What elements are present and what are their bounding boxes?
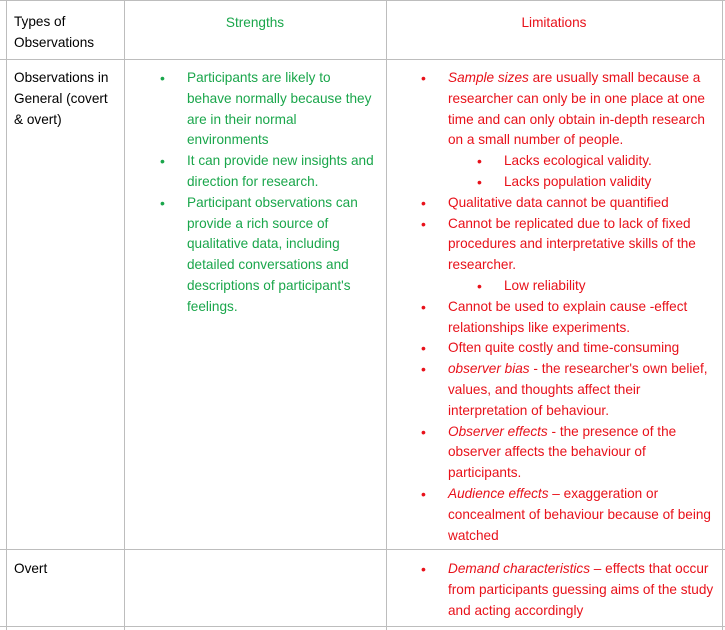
overt-limitations-list — [448, 559, 720, 621]
limitation-term: Demand characteristics — [448, 561, 591, 576]
header-types: Types of Observations — [14, 14, 95, 50]
row-label-general: Observations in General (covert & overt) — [14, 70, 109, 127]
limitation-text: - the researcher's own belief, values, and thoughts affect their interpretation of behaviour. — [448, 361, 708, 418]
table-border-right — [722, 0, 723, 630]
limitation-item — [448, 559, 720, 621]
limitation-text: – exaggeration or concealment of behaviour because of being watched — [448, 485, 711, 543]
table-border-bottom — [0, 626, 725, 627]
limitation-text: - the presence of the observer affects the behaviour of participants. — [448, 423, 677, 481]
header-limitations: Limitations — [521, 15, 587, 30]
limitation-subitem: • Low reliability — [504, 276, 720, 297]
limitation-subitem: • Lacks ecological validity. — [504, 151, 720, 172]
limitation-item: • Cannot be used to explain cause -effect relationships like experiments. — [448, 297, 720, 339]
strength-item: • Participants are likely to behave normally because they are in their normal environments — [187, 68, 377, 151]
limitation-term: Audience effects — [448, 485, 549, 501]
limitation-item — [448, 359, 720, 421]
strength-item: • Participant observations can provide a rich source of qualitative data, including detailed conversations and descriptions of participant's feelings. — [187, 193, 377, 318]
limitation-item — [448, 422, 720, 484]
limitation-item: • Qualitative data cannot be quantified — [448, 193, 720, 214]
header-divider — [0, 59, 725, 60]
table-border-top — [0, 0, 725, 1]
row-divider — [0, 549, 725, 550]
limitations-list — [448, 68, 720, 546]
row-label-overt: Overt — [14, 561, 48, 576]
limitation-text: – effects that occur from participants guessing aims of the study and acting accordingly — [448, 561, 714, 618]
table-border-left — [6, 0, 7, 630]
column-divider-2 — [386, 0, 387, 630]
limitation-subitem: • Lacks population validity — [504, 172, 720, 193]
column-divider-1 — [124, 0, 125, 630]
limitation-item: • Often quite costly and time-consuming — [448, 338, 720, 359]
limitation-term: Observer effects — [448, 423, 548, 439]
limitation-item — [448, 68, 720, 151]
strengths-list — [187, 68, 377, 318]
header-strengths: Strengths — [225, 15, 285, 30]
limitation-term: observer bias — [448, 361, 530, 377]
limitation-term: Sample sizes — [448, 70, 529, 85]
limitation-text: are usually small because a researcher can only be in one place at one time and can only obtain in-depth research on a small number of people. — [448, 70, 705, 148]
strength-item: • It can provide new insights and direction for research. — [187, 151, 377, 193]
limitation-item: • Cannot be replicated due to lack of fixed procedures and interpretative skills of the researcher. — [448, 214, 720, 276]
limitation-item — [448, 484, 720, 546]
